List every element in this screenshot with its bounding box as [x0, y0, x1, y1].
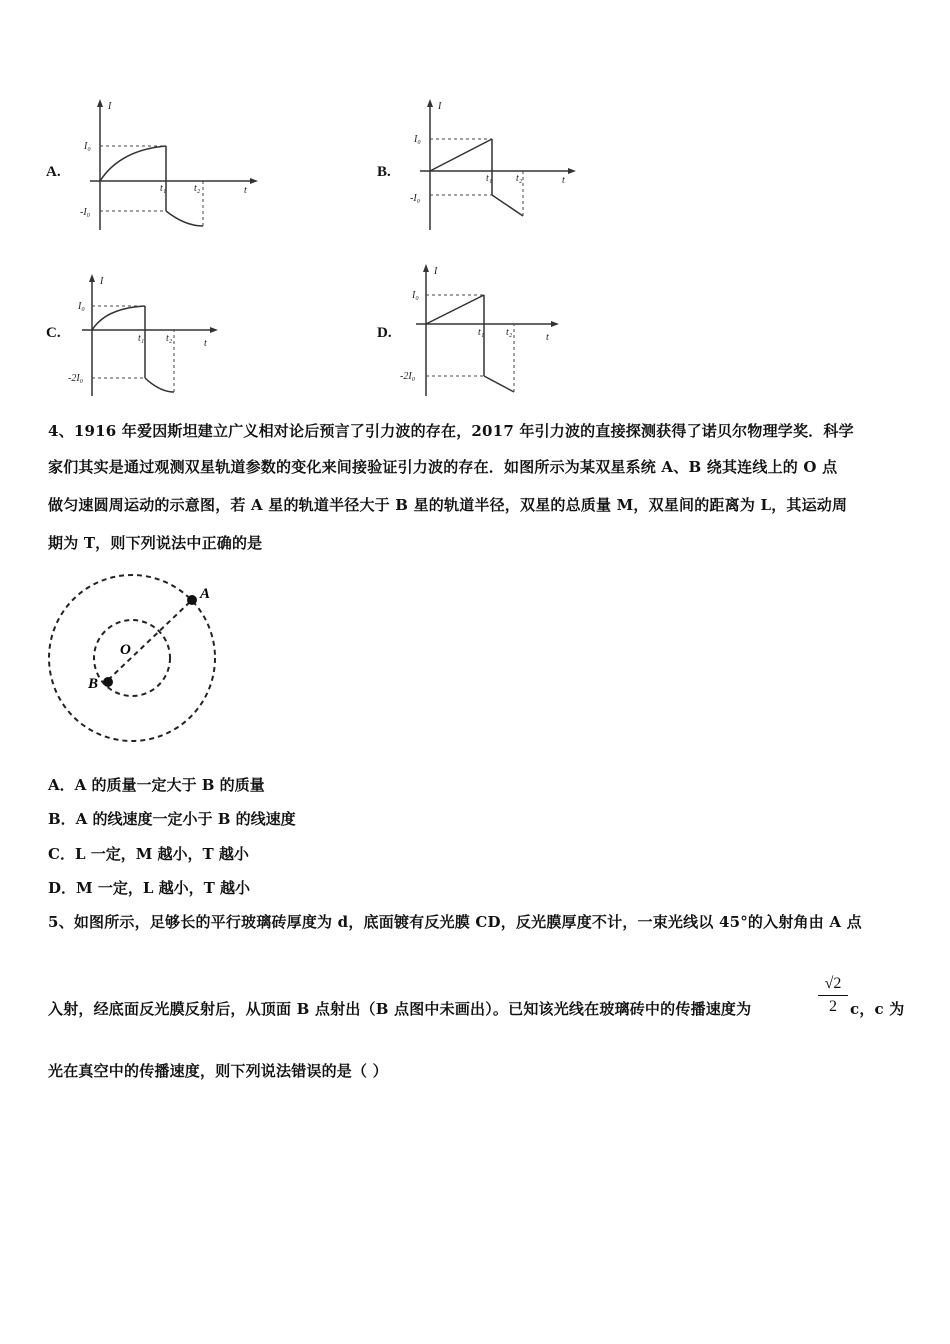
svg-text:I₀: I₀	[84, 141, 91, 152]
q4-line-2: 家们其实是通过观测双星轨道参数的变化来间接验证引力波的存在．如图所示为某双星系统 A、B 绕其连线上的 O 点	[48, 458, 838, 476]
svg-text:I: I	[100, 276, 104, 287]
svg-text:-I₀: -I₀	[80, 207, 91, 218]
svg-text:t₂: t₂	[166, 333, 173, 344]
svg-text:I: I	[108, 101, 112, 112]
fraction-denominator: 2	[829, 998, 837, 1015]
q5-line-1: 5、如图所示，足够长的平行玻璃砖厚度为 d，底面镀有反光膜 CD，反光膜厚度不计，一束光线以 45°的入射角由 A 点	[48, 913, 862, 931]
q5-line-3: 光在真空中的传播速度，则下列说法错误的是（ ）	[48, 1062, 388, 1080]
svg-text:t₁: t₁	[486, 173, 493, 184]
q4-choice-b[interactable]: B．A 的线速度一定小于 B 的线速度	[48, 810, 296, 828]
svg-text:I₀: I₀	[78, 301, 85, 312]
option-d-label: D.	[377, 325, 392, 341]
option-c-label: C.	[46, 325, 61, 341]
q4-line-3: 做匀速圆周运动的示意图，若 A 星的轨道半径大于 B 星的轨道半径，双星的总质量 M，双星间的距离为 L，其运动周	[48, 496, 848, 514]
svg-text:t₂: t₂	[516, 173, 523, 184]
svg-text:t: t	[204, 338, 207, 349]
svg-text:A: A	[200, 586, 211, 602]
svg-text:-2I₀: -2I₀	[68, 373, 84, 384]
svg-text:t: t	[244, 185, 247, 196]
option-a-label: A.	[46, 164, 61, 180]
svg-text:t₁: t₁	[138, 333, 145, 344]
option-c-graph	[68, 268, 223, 400]
svg-text:I: I	[434, 266, 438, 277]
svg-text:t: t	[562, 175, 565, 186]
svg-text:I₀: I₀	[414, 134, 421, 145]
q4-line-4: 期为 T，则下列说法中正确的是	[48, 534, 263, 552]
speed-fraction	[818, 975, 848, 1016]
svg-text:t₁: t₁	[478, 327, 485, 338]
binary-star-figure	[40, 562, 240, 752]
svg-text:B: B	[88, 676, 99, 692]
svg-text:-2I₀: -2I₀	[400, 371, 416, 382]
q4-line-1: 4、1916 年爱因斯坦建立广义相对论后预言了引力波的存在，2017 年引力波的直接探测获得了诺贝尔物理学奖．科学	[48, 422, 854, 440]
q4-choice-a[interactable]: A．A 的质量一定大于 B 的质量	[48, 776, 265, 794]
svg-text:t₂: t₂	[194, 183, 201, 194]
fraction-numerator: √2	[824, 975, 842, 992]
q5-line-2-pre: 入射，经底面反光膜反射后，从顶面 B 点射出（B 点图中未画出）。已知该光线在玻璃砖中的传播速度为	[48, 1000, 752, 1018]
option-a-graph	[80, 95, 260, 240]
svg-text:t₁: t₁	[160, 183, 167, 194]
svg-text:I: I	[438, 101, 442, 112]
q5-line-2-post: c，c 为	[850, 1000, 905, 1018]
svg-text:I₀: I₀	[412, 290, 419, 301]
q4-choice-c[interactable]: C．L 一定，M 越小，T 越小	[48, 845, 249, 863]
svg-text:O: O	[120, 642, 131, 658]
option-b-label: B.	[377, 164, 391, 180]
option-b-graph	[410, 95, 580, 240]
svg-text:t₂: t₂	[506, 327, 513, 338]
q4-choice-d[interactable]: D．M 一定，L 越小，T 越小	[48, 879, 250, 897]
svg-text:-I₀: -I₀	[410, 193, 421, 204]
option-d-graph	[398, 258, 568, 400]
svg-text:t: t	[546, 332, 549, 343]
